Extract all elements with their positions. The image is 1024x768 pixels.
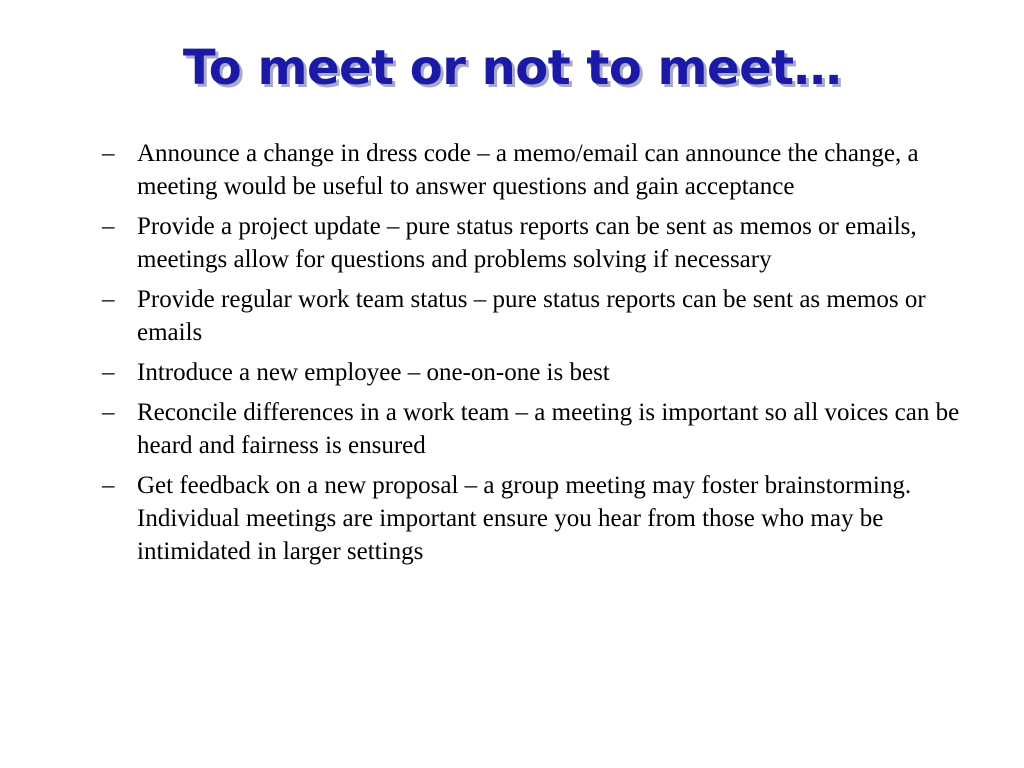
bullet-dash: – bbox=[102, 399, 115, 426]
bullet-dash: – bbox=[102, 286, 115, 313]
bullet-dash: – bbox=[102, 472, 115, 499]
bullet-dash: – bbox=[102, 359, 115, 386]
bullet-item bbox=[100, 396, 960, 462]
bullet-text: Announce a change in dress code – a memo/email can announce the change, a meeting would be useful to answer questions and gain acceptance bbox=[137, 140, 919, 200]
bullet-text: Provide a project update – pure status reports can be sent as memos or emails, meetings allow for questions and problems solving if necessary bbox=[137, 213, 917, 273]
bullet-text: Provide regular work team status – pure status reports can be sent as memos or emails bbox=[137, 286, 926, 346]
bullet-list bbox=[100, 137, 960, 575]
slide-title: To meet or not to meet… bbox=[182, 40, 842, 96]
bullet-text: Get feedback on a new proposal – a group meeting may foster brainstorming. Individual meetings are important ensure you hear from those who may be intimidated in larger settings bbox=[137, 472, 912, 565]
bullet-item bbox=[100, 283, 960, 349]
bullet-text: Reconcile differences in a work team – a meeting is important so all voices can be heard and fairness is ensured bbox=[137, 399, 960, 459]
bullet-item bbox=[100, 137, 960, 203]
bullet-item bbox=[100, 210, 960, 276]
bullet-text: Introduce a new employee – one-on-one is best bbox=[137, 359, 610, 386]
bullet-dash: – bbox=[102, 140, 115, 167]
bullet-item bbox=[100, 356, 960, 389]
bullet-item bbox=[100, 469, 960, 568]
bullet-dash: – bbox=[102, 213, 115, 240]
